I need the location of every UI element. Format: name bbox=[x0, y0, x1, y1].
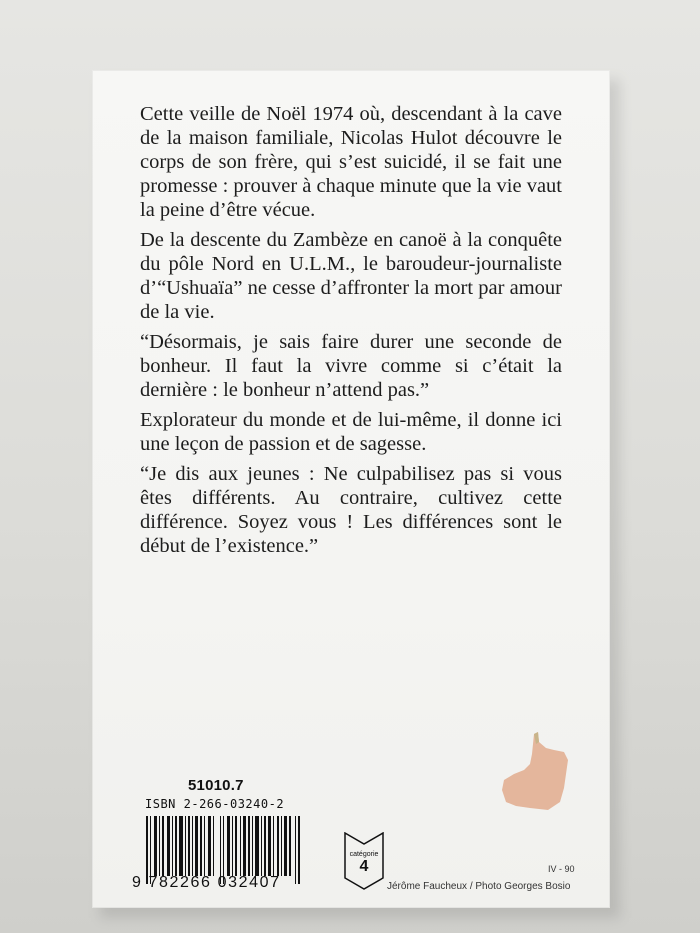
category-label: catégorie bbox=[349, 851, 379, 858]
blurb-paragraph-3: “Désormais, je sais faire durer une seconde de bonheur. Il faut la vivre comme si c’était la dernière : le bonheur n’attend pas.” bbox=[140, 331, 562, 401]
blurb-paragraph-1: Cette veille de Noël 1974 où, descendant à la cave de la maison familiale, Nicolas Hulot découvre le corps de son frère, qui s’est suicidé, il se fait une promesse : prouver à chaque minute que la vie vaut la peine d’être vécue. bbox=[140, 103, 562, 221]
isbn-text: ISBN 2-266-03240-2 bbox=[145, 797, 285, 811]
category-number: 4 bbox=[359, 858, 369, 875]
blurb-paragraph-5: “Je dis aux jeunes : Ne culpabilisez pas si vous êtes différents. Au contraire, cultivez cette différence. Soyez vous ! Les différences sont le début de l’existence.” bbox=[140, 463, 562, 557]
book-back-cover bbox=[92, 70, 610, 908]
stain-mark bbox=[494, 730, 574, 812]
barcode-digits: 9 782266 032407 bbox=[132, 874, 281, 891]
cover-credits: Jérôme Faucheux / Photo Georges Bosio bbox=[387, 881, 571, 892]
blurb-paragraph-4: Explorateur du monde et de lui-même, il donne ici une leçon de passion et de sagesse. bbox=[140, 409, 562, 455]
blurb-paragraph-2: De la descente du Zambèze en canoë à la conquête du pôle Nord en U.L.M., le baroudeur-journaliste d’“Ushuaïa” ne cesse d’affronter la mort par amour de la vie. bbox=[140, 229, 562, 323]
blurb-text bbox=[140, 102, 562, 564]
volume-code: IV - 90 bbox=[548, 864, 575, 874]
price-code: 51010.7 bbox=[188, 777, 244, 794]
